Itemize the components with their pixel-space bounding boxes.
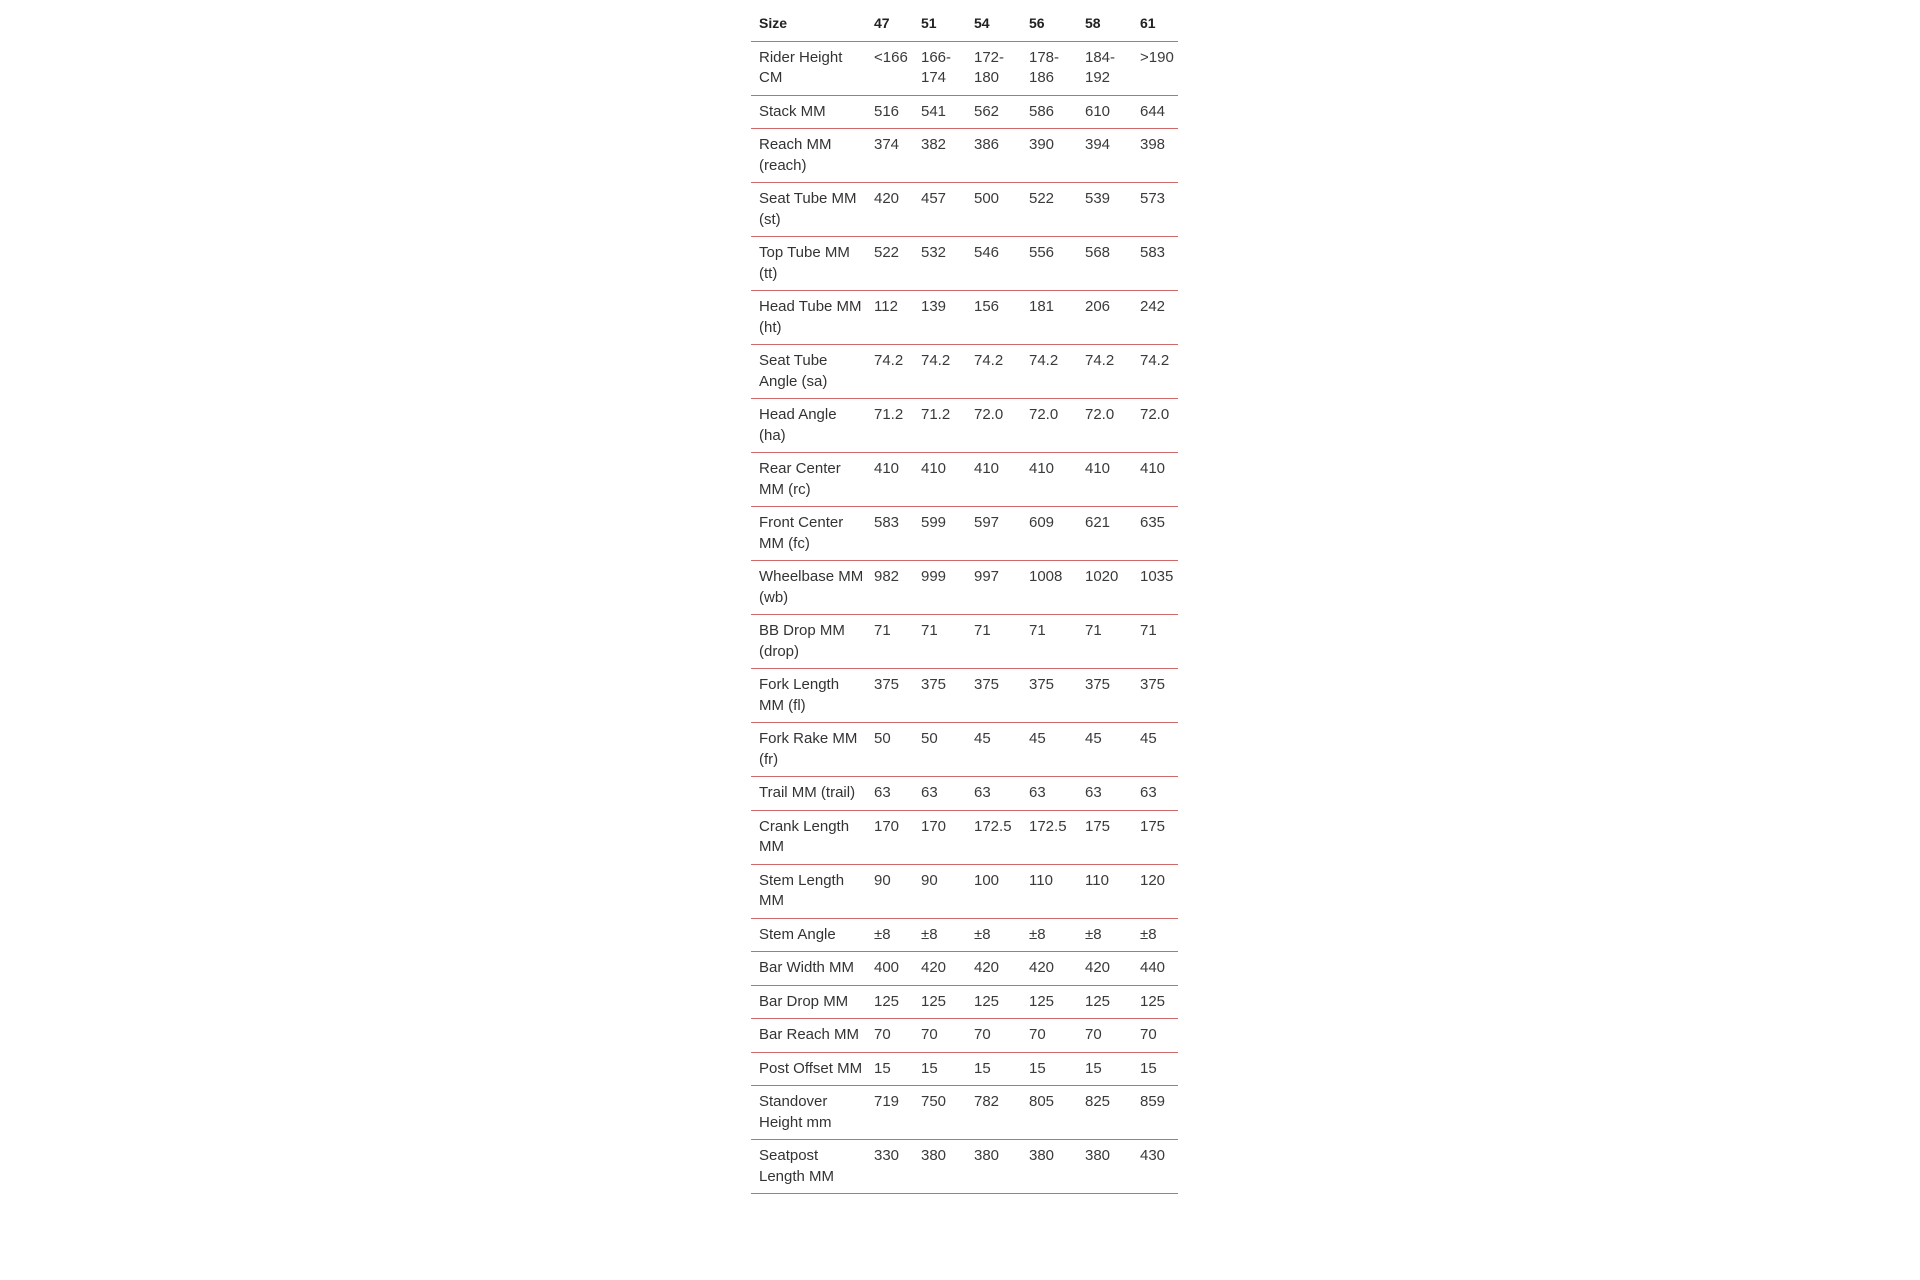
- table-cell: 45: [1132, 723, 1178, 777]
- table-cell: 125: [866, 985, 913, 1019]
- table-cell: 71: [866, 615, 913, 669]
- table-cell: <166: [866, 41, 913, 95]
- table-cell: ±8: [1077, 918, 1132, 952]
- table-row: [751, 723, 1178, 777]
- table-cell: 74.2: [1021, 345, 1077, 399]
- row-label: Head Tube MM (ht): [751, 291, 866, 345]
- table-cell: 72.0: [1132, 399, 1178, 453]
- table-cell: 621: [1077, 507, 1132, 561]
- table-row: [751, 615, 1178, 669]
- row-label: Reach MM (reach): [751, 129, 866, 183]
- table-cell: 15: [966, 1052, 1021, 1086]
- table-row: [751, 453, 1178, 507]
- table-row: [751, 669, 1178, 723]
- table-cell: 206: [1077, 291, 1132, 345]
- table-cell: 541: [913, 95, 966, 129]
- table-cell: 110: [1021, 864, 1077, 918]
- table-cell: 539: [1077, 183, 1132, 237]
- table-cell: 583: [866, 507, 913, 561]
- table-cell: 63: [1132, 777, 1178, 811]
- table-cell: 386: [966, 129, 1021, 183]
- table-cell: 410: [866, 453, 913, 507]
- table-cell: 70: [1132, 1019, 1178, 1053]
- table-cell: 1020: [1077, 561, 1132, 615]
- table-row: [751, 1019, 1178, 1053]
- table-cell: 532: [913, 237, 966, 291]
- table-cell: 184-192: [1077, 41, 1132, 95]
- table-row: [751, 95, 1178, 129]
- table-cell: 394: [1077, 129, 1132, 183]
- table-cell: 420: [1077, 952, 1132, 986]
- table-row: [751, 507, 1178, 561]
- table-cell: 398: [1132, 129, 1178, 183]
- table-cell: 172.5: [966, 810, 1021, 864]
- table-cell: 156: [966, 291, 1021, 345]
- table-cell: 382: [913, 129, 966, 183]
- table-cell: 74.2: [1132, 345, 1178, 399]
- table-cell: 70: [1021, 1019, 1077, 1053]
- table-row: [751, 1086, 1178, 1140]
- table-cell: 999: [913, 561, 966, 615]
- table-cell: 1008: [1021, 561, 1077, 615]
- header-size-58: 58: [1077, 6, 1132, 41]
- table-cell: ±8: [966, 918, 1021, 952]
- row-label: Seatpost Length MM: [751, 1140, 866, 1194]
- table-cell: 410: [1132, 453, 1178, 507]
- table-cell: 805: [1021, 1086, 1077, 1140]
- geometry-table: [751, 6, 1178, 1194]
- table-cell: 45: [966, 723, 1021, 777]
- row-label: Rider Height CM: [751, 41, 866, 95]
- table-cell: 609: [1021, 507, 1077, 561]
- table-cell: 71: [913, 615, 966, 669]
- table-cell: 45: [1021, 723, 1077, 777]
- table-cell: 50: [913, 723, 966, 777]
- table-cell: 583: [1132, 237, 1178, 291]
- table-cell: 125: [913, 985, 966, 1019]
- table-cell: 166-174: [913, 41, 966, 95]
- table-cell: 70: [1077, 1019, 1132, 1053]
- table-cell: 859: [1132, 1086, 1178, 1140]
- row-label: Fork Length MM (fl): [751, 669, 866, 723]
- row-label: Top Tube MM (tt): [751, 237, 866, 291]
- table-cell: 610: [1077, 95, 1132, 129]
- table-row: [751, 561, 1178, 615]
- table-cell: 546: [966, 237, 1021, 291]
- table-cell: 90: [866, 864, 913, 918]
- table-cell: 70: [913, 1019, 966, 1053]
- row-label: Seat Tube MM (st): [751, 183, 866, 237]
- table-row: [751, 1140, 1178, 1194]
- table-cell: 112: [866, 291, 913, 345]
- table-cell: 500: [966, 183, 1021, 237]
- row-label: Fork Rake MM (fr): [751, 723, 866, 777]
- table-cell: 597: [966, 507, 1021, 561]
- table-cell: 71: [1132, 615, 1178, 669]
- table-cell: ±8: [913, 918, 966, 952]
- geometry-table-container: [751, 6, 1178, 1194]
- table-cell: 45: [1077, 723, 1132, 777]
- table-cell: 74.2: [966, 345, 1021, 399]
- table-cell: 1035: [1132, 561, 1178, 615]
- row-label: Wheelbase MM (wb): [751, 561, 866, 615]
- table-cell: >190: [1132, 41, 1178, 95]
- table-cell: 420: [866, 183, 913, 237]
- table-cell: 63: [1021, 777, 1077, 811]
- table-cell: 15: [1132, 1052, 1178, 1086]
- table-cell: 170: [913, 810, 966, 864]
- header-size-47: 47: [866, 6, 913, 41]
- row-label: Bar Width MM: [751, 952, 866, 986]
- table-cell: 71: [1021, 615, 1077, 669]
- table-row: [751, 985, 1178, 1019]
- table-cell: 457: [913, 183, 966, 237]
- row-label: Bar Reach MM: [751, 1019, 866, 1053]
- table-cell: 330: [866, 1140, 913, 1194]
- table-cell: 374: [866, 129, 913, 183]
- table-cell: 74.2: [913, 345, 966, 399]
- table-cell: 63: [966, 777, 1021, 811]
- table-cell: 375: [1132, 669, 1178, 723]
- table-cell: 100: [966, 864, 1021, 918]
- table-cell: 375: [866, 669, 913, 723]
- table-cell: 181: [1021, 291, 1077, 345]
- header-size-56: 56: [1021, 6, 1077, 41]
- table-cell: 410: [1077, 453, 1132, 507]
- table-row: [751, 41, 1178, 95]
- table-row: [751, 1052, 1178, 1086]
- table-cell: 380: [1021, 1140, 1077, 1194]
- table-cell: 516: [866, 95, 913, 129]
- table-cell: 72.0: [966, 399, 1021, 453]
- table-cell: 440: [1132, 952, 1178, 986]
- table-header: [751, 6, 1178, 41]
- header-size-61: 61: [1132, 6, 1178, 41]
- table-cell: 380: [913, 1140, 966, 1194]
- table-cell: 242: [1132, 291, 1178, 345]
- table-cell: 139: [913, 291, 966, 345]
- table-cell: 70: [966, 1019, 1021, 1053]
- row-label: Trail MM (trail): [751, 777, 866, 811]
- table-cell: 410: [913, 453, 966, 507]
- table-cell: 15: [1077, 1052, 1132, 1086]
- table-cell: 599: [913, 507, 966, 561]
- table-cell: 750: [913, 1086, 966, 1140]
- table-cell: 178-186: [1021, 41, 1077, 95]
- table-cell: ±8: [1132, 918, 1178, 952]
- table-cell: 175: [1077, 810, 1132, 864]
- table-cell: 375: [1077, 669, 1132, 723]
- table-cell: 556: [1021, 237, 1077, 291]
- row-label: Stem Length MM: [751, 864, 866, 918]
- table-cell: 63: [866, 777, 913, 811]
- table-cell: 125: [966, 985, 1021, 1019]
- table-cell: 420: [1021, 952, 1077, 986]
- row-label: Front Center MM (fc): [751, 507, 866, 561]
- table-cell: 15: [866, 1052, 913, 1086]
- table-row: [751, 129, 1178, 183]
- table-row: [751, 345, 1178, 399]
- table-cell: 72.0: [1021, 399, 1077, 453]
- table-cell: 997: [966, 561, 1021, 615]
- table-cell: ±8: [1021, 918, 1077, 952]
- table-cell: 982: [866, 561, 913, 615]
- table-cell: 375: [1021, 669, 1077, 723]
- table-cell: 71.2: [913, 399, 966, 453]
- table-cell: 568: [1077, 237, 1132, 291]
- table-cell: 90: [913, 864, 966, 918]
- table-body: [751, 41, 1178, 1194]
- table-cell: 172.5: [1021, 810, 1077, 864]
- header-size-label: Size: [751, 6, 866, 41]
- table-cell: 375: [966, 669, 1021, 723]
- table-cell: 15: [913, 1052, 966, 1086]
- table-cell: 400: [866, 952, 913, 986]
- table-cell: 172-180: [966, 41, 1021, 95]
- table-row: [751, 810, 1178, 864]
- row-label: Crank Length MM: [751, 810, 866, 864]
- row-label: Post Offset MM: [751, 1052, 866, 1086]
- table-cell: 15: [1021, 1052, 1077, 1086]
- table-cell: 719: [866, 1086, 913, 1140]
- table-cell: 410: [1021, 453, 1077, 507]
- table-cell: 63: [913, 777, 966, 811]
- table-cell: 50: [866, 723, 913, 777]
- table-cell: 420: [913, 952, 966, 986]
- table-row: [751, 918, 1178, 952]
- table-cell: 74.2: [1077, 345, 1132, 399]
- table-cell: 420: [966, 952, 1021, 986]
- table-cell: 63: [1077, 777, 1132, 811]
- table-cell: ±8: [866, 918, 913, 952]
- table-row: [751, 237, 1178, 291]
- table-cell: 120: [1132, 864, 1178, 918]
- table-row: [751, 291, 1178, 345]
- row-label: BB Drop MM (drop): [751, 615, 866, 669]
- row-label: Rear Center MM (rc): [751, 453, 866, 507]
- row-label: Bar Drop MM: [751, 985, 866, 1019]
- table-cell: 782: [966, 1086, 1021, 1140]
- table-row: [751, 399, 1178, 453]
- table-cell: 522: [866, 237, 913, 291]
- table-cell: 71.2: [866, 399, 913, 453]
- table-cell: 410: [966, 453, 1021, 507]
- row-label: Stem Angle: [751, 918, 866, 952]
- table-cell: 390: [1021, 129, 1077, 183]
- table-cell: 70: [866, 1019, 913, 1053]
- table-cell: 586: [1021, 95, 1077, 129]
- table-cell: 380: [1077, 1140, 1132, 1194]
- row-label: Seat Tube Angle (sa): [751, 345, 866, 399]
- table-row: [751, 952, 1178, 986]
- header-size-54: 54: [966, 6, 1021, 41]
- table-cell: 522: [1021, 183, 1077, 237]
- row-label: Stack MM: [751, 95, 866, 129]
- table-cell: 573: [1132, 183, 1178, 237]
- row-label: Standover Height mm: [751, 1086, 866, 1140]
- table-cell: 110: [1077, 864, 1132, 918]
- table-cell: 375: [913, 669, 966, 723]
- table-cell: 825: [1077, 1086, 1132, 1140]
- table-cell: 125: [1077, 985, 1132, 1019]
- table-cell: 170: [866, 810, 913, 864]
- table-row: [751, 183, 1178, 237]
- table-cell: 74.2: [866, 345, 913, 399]
- table-row: [751, 777, 1178, 811]
- table-cell: 644: [1132, 95, 1178, 129]
- table-cell: 380: [966, 1140, 1021, 1194]
- table-row: [751, 864, 1178, 918]
- table-cell: 175: [1132, 810, 1178, 864]
- table-cell: 635: [1132, 507, 1178, 561]
- row-label: Head Angle (ha): [751, 399, 866, 453]
- header-size-51: 51: [913, 6, 966, 41]
- table-cell: 72.0: [1077, 399, 1132, 453]
- table-cell: 71: [966, 615, 1021, 669]
- header-row: [751, 6, 1178, 41]
- table-cell: 125: [1132, 985, 1178, 1019]
- table-cell: 71: [1077, 615, 1132, 669]
- table-cell: 125: [1021, 985, 1077, 1019]
- table-cell: 562: [966, 95, 1021, 129]
- table-cell: 430: [1132, 1140, 1178, 1194]
